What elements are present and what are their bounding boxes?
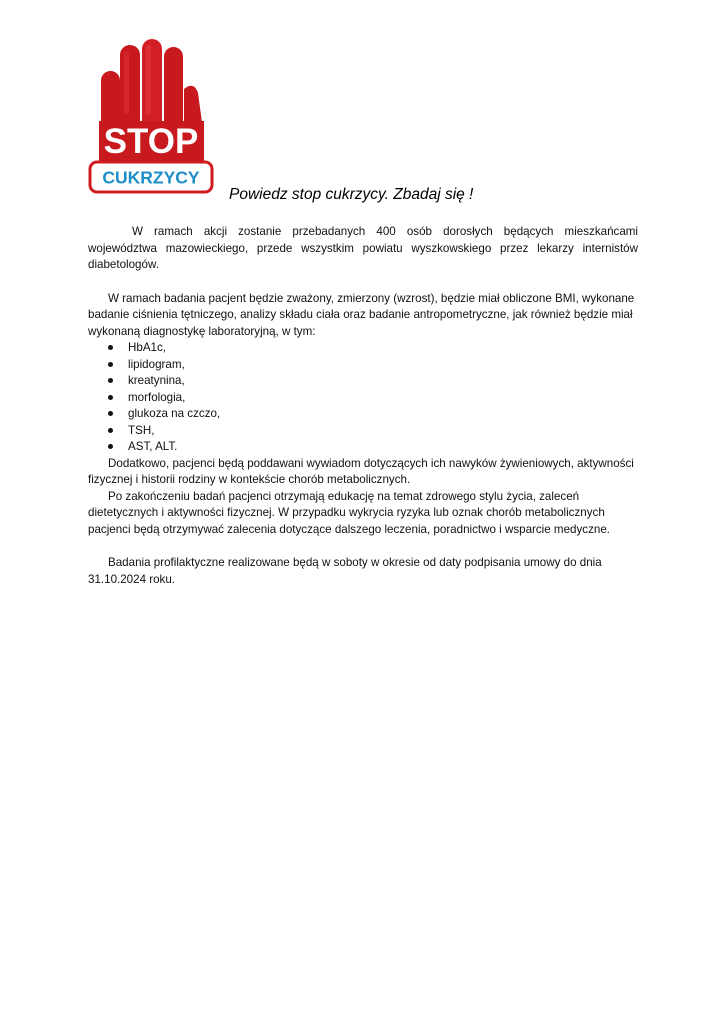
paragraph-exam: W ramach badania pacjent będzie zważony, zmierzony (wzrost), będzie miał obliczone BMI, wykonane badanie ciśnienia tętniczego, analizy składu ciała oraz badanie antropometryczne, jak również będzie miał wykonaną diagnostykę laboratoryjną, w tym: (88, 291, 635, 338)
list-item: AST, ALT. (128, 439, 638, 456)
logo-stop-text: STOP (103, 122, 199, 161)
bullet-icon (108, 362, 113, 367)
list-item: lipidogram, (128, 357, 638, 374)
document-body (88, 224, 638, 588)
bullet-icon (108, 345, 113, 350)
bullet-icon (108, 395, 113, 400)
bullet-icon (108, 411, 113, 416)
paragraph-education: Po zakończeniu badań pacjenci otrzymają edukację na temat zdrowego stylu życia, zaleceń dietetycznych i aktywności fizycznej. W przypadku wykrycia ryzyka lub oznak chorób metabolicznych pacjenci będą otrzymywać zalecenia dotyczące dalszego leczenia, poradnictwo i wsparcie medyczne. (88, 489, 610, 536)
list-item: glukoza na czczo, (128, 406, 638, 423)
headline: Powiedz stop cukrzycy. Zbadaj się ! (229, 186, 474, 203)
paragraph-interviews: Dodatkowo, pacjenci będą poddawani wywiadom dotyczących ich nawyków żywieniowych, aktywności fizycznej i historii rodziny w kontekście chorób metabolicznych. (88, 456, 634, 486)
list-item: HbA1c, (128, 340, 638, 357)
stop-hand-icon (86, 37, 226, 200)
paragraph-schedule: Badania profilaktyczne realizowane będą w soboty w okresie od daty podpisania umowy do dnia 31.10.2024 roku. (88, 556, 602, 586)
paragraph-intro: W ramach akcji zostanie przebadanych 400 osób dorosłych będących mieszkańcami województwa mazowieckiego, przede wszystkim powiatu wyszkowskiego przez lekarzy internistów diabetologów. (88, 225, 638, 271)
list-item: morfologia, (128, 390, 638, 407)
stop-cukrzycy-logo (86, 37, 226, 200)
bullet-icon (108, 428, 113, 433)
bullet-icon (108, 378, 113, 383)
list-item: kreatynina, (128, 373, 638, 390)
bullet-icon (108, 444, 113, 449)
list-item: TSH, (128, 423, 638, 440)
lab-tests-list (88, 340, 638, 456)
logo-banner-text: CUKRZYCY (102, 167, 200, 188)
